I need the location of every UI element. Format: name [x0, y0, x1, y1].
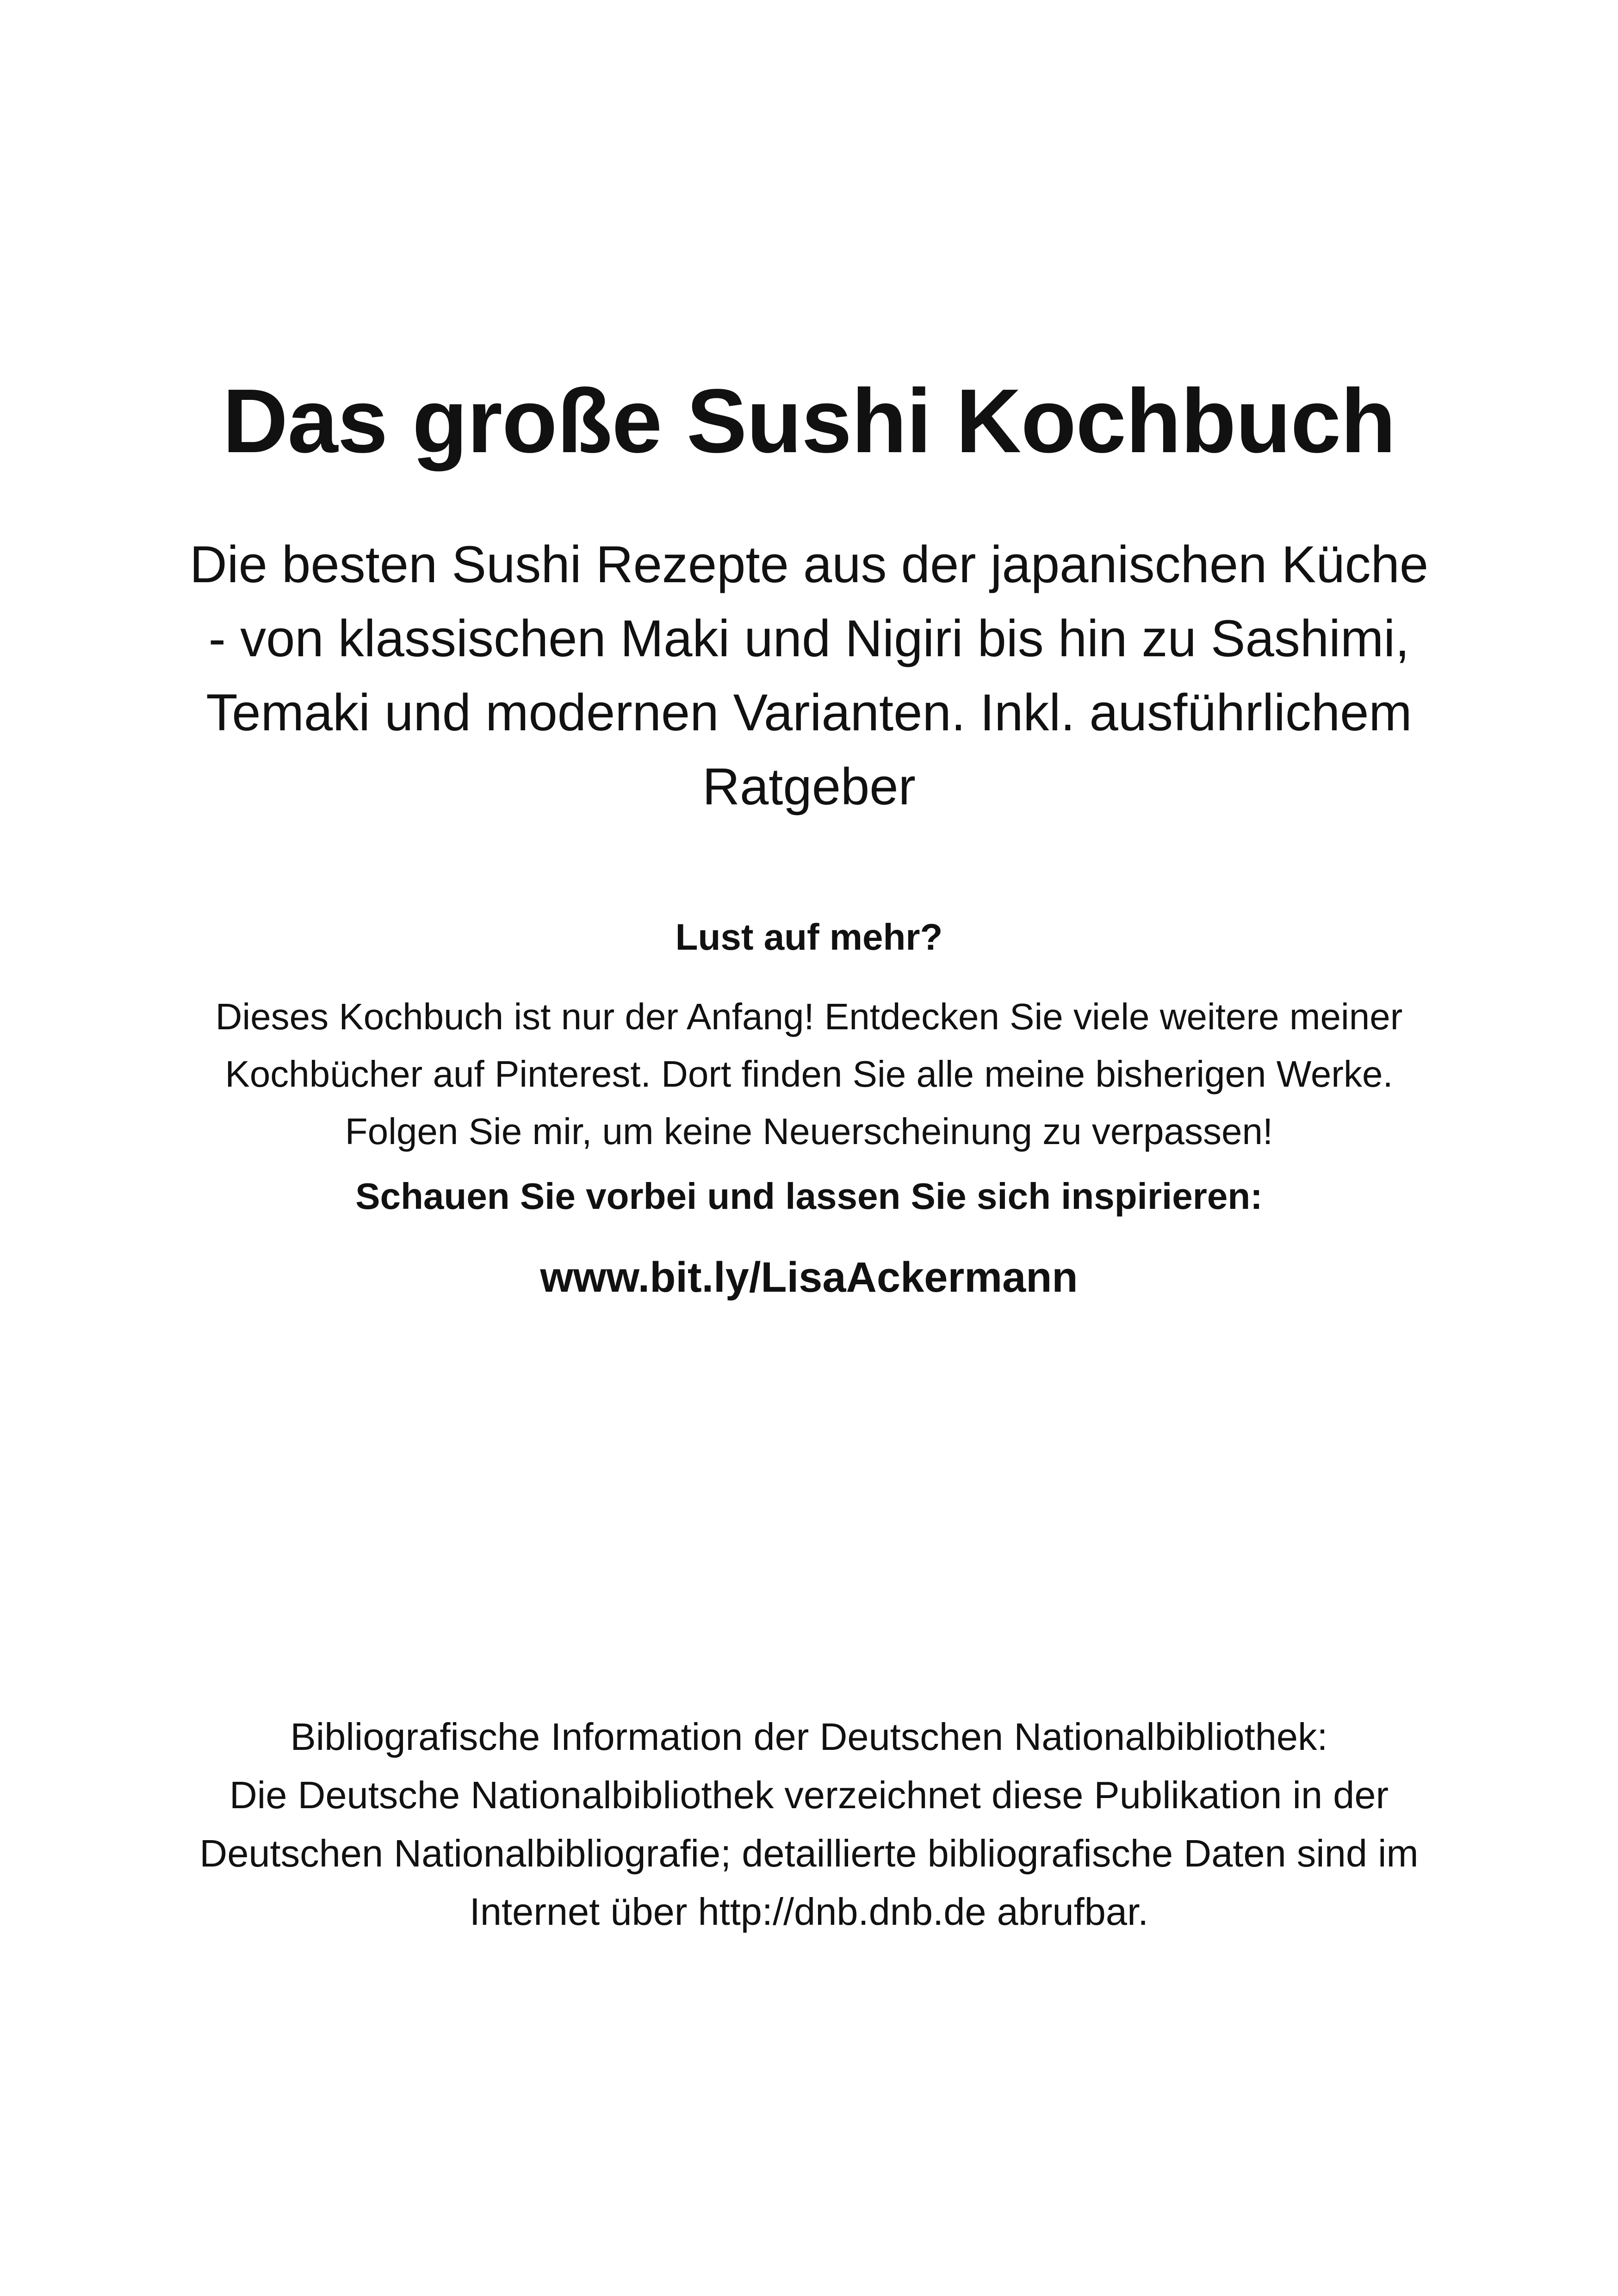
promo-body: [162, 988, 1456, 1160]
book-subtitle: [162, 528, 1456, 824]
promo-call-to-action: Schauen Sie vorbei und lassen Sie sich inspirieren:: [355, 1176, 1263, 1217]
subtitle-line: - von klassischen Maki und Nigiri bis hin zu Sashimi,: [208, 610, 1410, 667]
bibliographic-line: Die Deutsche Nationalbibliothek verzeichnet diese Publikation in der: [229, 1773, 1389, 1817]
bibliographic-notice: [162, 1708, 1456, 1941]
bibliographic-line: Bibliografische Information der Deutschen Nationalbibliothek:: [290, 1715, 1328, 1758]
bibliographic-line: Deutschen Nationalbibliografie; detaillierte bibliografische Daten sind im: [199, 1832, 1419, 1875]
promo-body-line: Kochbücher auf Pinterest. Dort finden Sie alle meine bisherigen Werke.: [225, 1053, 1393, 1095]
subtitle-line: Temaki und modernen Varianten. Inkl. ausführlichem: [206, 684, 1412, 741]
subtitle-line: Ratgeber: [702, 758, 916, 815]
promo-body-line: Folgen Sie mir, um keine Neuerscheinung zu verpassen!: [345, 1111, 1273, 1152]
promo-body-line: Dieses Kochbuch ist nur der Anfang! Entdecken Sie viele weitere meiner: [215, 996, 1403, 1037]
subtitle-line: Die besten Sushi Rezepte aus der japanischen Küche: [189, 535, 1429, 593]
bibliographic-line: Internet über http://dnb.dnb.de abrufbar.: [469, 1890, 1149, 1933]
pinterest-link[interactable]: www.bit.ly/LisaAckermann: [540, 1254, 1078, 1301]
promo-heading: Lust auf mehr?: [675, 916, 943, 958]
book-title: Das große Sushi Kochbuch: [222, 370, 1396, 472]
